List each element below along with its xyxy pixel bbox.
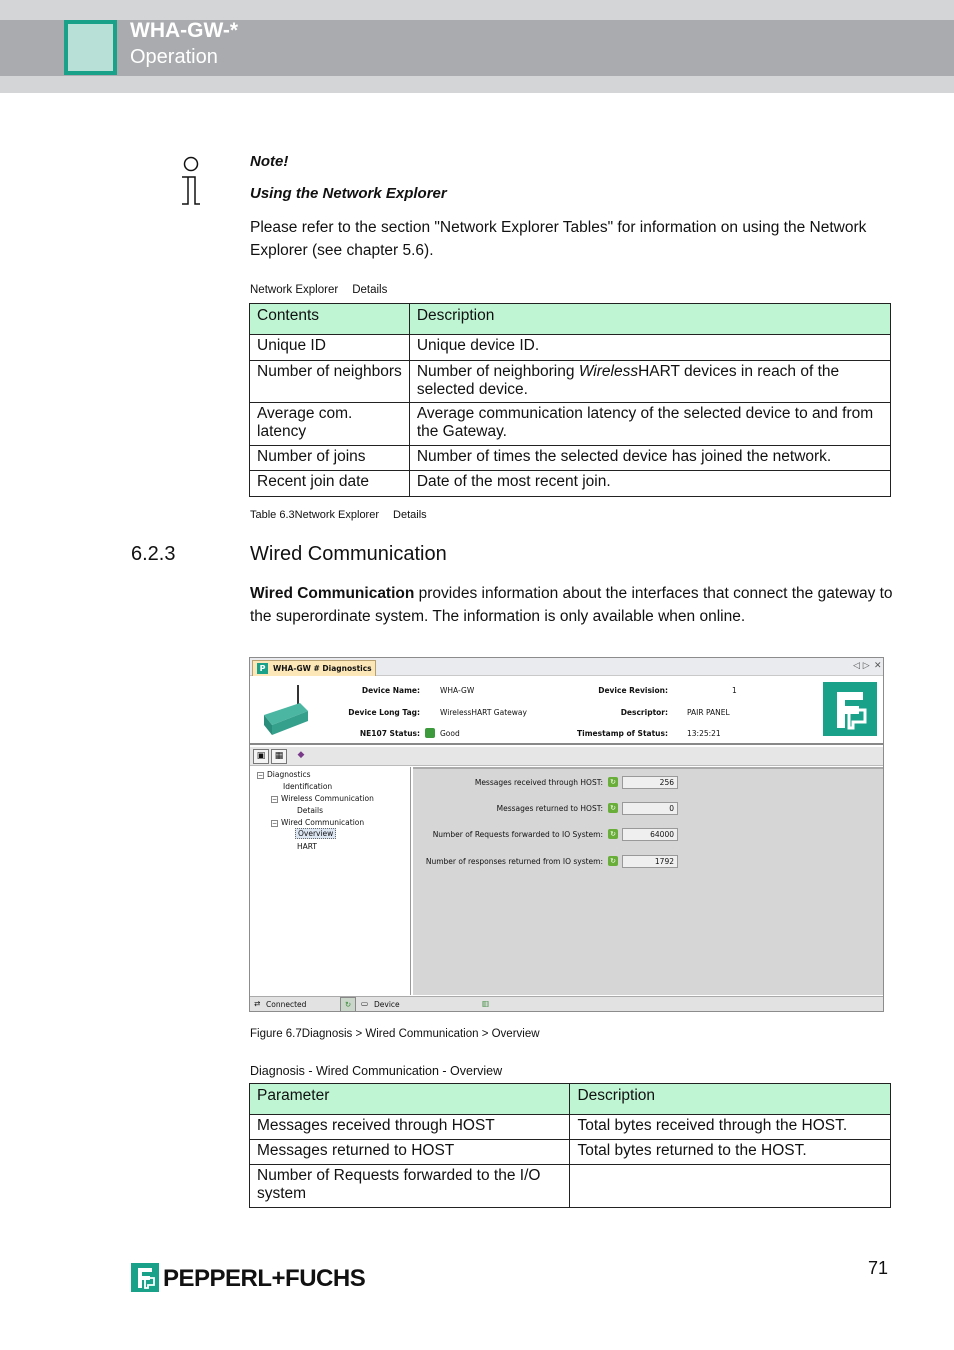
- section-body: provides information about the interfaces that connect the gateway to the superordinate system. The information is only available when online.: [250, 585, 893, 625]
- refresh-icon[interactable]: ↻: [608, 856, 618, 866]
- connected-icon: ⇄: [254, 999, 261, 1008]
- table-cell: Messages received through HOST: [250, 1115, 570, 1140]
- header-top-strip: [0, 0, 954, 20]
- table1-caption-b: Details: [352, 284, 388, 296]
- figure-caption: Figure 6.7Diagnosis > Wired Communication > Overview: [250, 1028, 540, 1040]
- table-row: [250, 335, 891, 361]
- field-label: Number of Requests forwarded to IO System:: [432, 830, 603, 839]
- table-cell: Average com. latency: [250, 403, 410, 446]
- layout-toggle-button[interactable]: ▣: [253, 749, 269, 764]
- collapse-icon[interactable]: −: [272, 819, 278, 827]
- gateway-device-icon: [260, 683, 310, 739]
- tab-diagnostics[interactable]: [252, 660, 376, 676]
- eraser-icon[interactable]: ◆: [297, 750, 305, 760]
- device-longtag-value: WirelessHART Gateway: [440, 708, 527, 717]
- device-name-label: Device Name:: [361, 686, 420, 695]
- table-cell: Recent join date: [250, 471, 410, 497]
- note-subtitle: Using the Network Explorer: [250, 185, 447, 202]
- status-good-icon: [425, 728, 435, 738]
- table-cell: Number of neighbors: [250, 361, 410, 403]
- table-cell: [570, 1165, 891, 1208]
- table-header-row: [250, 304, 891, 335]
- device-header: [250, 677, 883, 745]
- table-cell: [409, 361, 890, 403]
- collapse-icon[interactable]: −: [258, 771, 264, 779]
- note-title: Note!: [250, 153, 289, 170]
- table2-title: Diagnosis - Wired Communication - Overview: [250, 1064, 503, 1078]
- pepperl-fuchs-logo: [823, 682, 877, 736]
- page-number: 71: [868, 1258, 889, 1278]
- table-cell: Total bytes received through the HOST.: [570, 1115, 891, 1140]
- field-label: Messages returned to HOST:: [496, 804, 603, 813]
- section-lead: Wired Communication: [250, 585, 415, 602]
- field-value: 256: [622, 776, 678, 789]
- tree-label: Details: [297, 806, 324, 815]
- tree-item-hart[interactable]: [297, 842, 317, 851]
- field-value: 0: [622, 802, 678, 815]
- overview-panel: [413, 767, 884, 995]
- table1-caption: [250, 284, 387, 296]
- refresh-icon[interactable]: ↻: [608, 777, 618, 787]
- table-row: [250, 1115, 891, 1140]
- network-explorer-table: [249, 303, 891, 497]
- tree-label: Identification: [283, 782, 333, 791]
- header-bottom-strip: [0, 76, 954, 93]
- table-header-cell: Description: [409, 304, 890, 335]
- diagnostics-screenshot: [249, 657, 884, 1012]
- navigation-tree: [250, 767, 411, 995]
- tree-label: HART: [297, 842, 318, 851]
- table1-caption-a: Network Explorer: [250, 284, 339, 296]
- tree-label: Overview: [295, 828, 336, 839]
- status-bar: [250, 996, 883, 1012]
- table1-footer-b: Details: [393, 509, 427, 521]
- tree-item-overview[interactable]: [295, 829, 336, 838]
- field-value: 1792: [622, 855, 678, 868]
- doc-title: WHA-GW-*: [130, 19, 239, 42]
- table-header-cell: Parameter: [250, 1084, 570, 1115]
- tree-label: Wireless Communication: [281, 794, 374, 803]
- tree-item-identification[interactable]: [283, 782, 332, 791]
- table1-footer-a: Table 6.3Network Explorer: [250, 509, 380, 521]
- nav-arrows-icon[interactable]: ◁ ▷: [853, 661, 870, 671]
- section-text: [250, 582, 895, 628]
- table-row: [250, 1165, 891, 1208]
- table-cell: Date of the most recent join.: [409, 471, 890, 497]
- device-revision-value: 1: [732, 686, 737, 695]
- table1-footer: [250, 509, 427, 521]
- refresh-icon[interactable]: ↻: [608, 829, 618, 839]
- info-icon: [178, 156, 204, 208]
- collapse-icon[interactable]: −: [272, 795, 278, 803]
- pf-logo-icon: P: [257, 663, 268, 674]
- table-cell: Number of times the selected device has joined the network.: [409, 446, 890, 471]
- cell-text: Number of neighboring: [416, 363, 579, 380]
- table-row: [250, 471, 891, 497]
- status-device: Device: [374, 1000, 400, 1009]
- device-revision-label: Device Revision:: [598, 686, 668, 695]
- field-value: 64000: [622, 828, 678, 841]
- tree-item-wired-communication[interactable]: [271, 818, 364, 827]
- doc-subtitle: Operation: [130, 46, 218, 68]
- tab-bar: [250, 658, 883, 676]
- section-title: Wired Communication: [250, 543, 447, 565]
- note-text: Please refer to the section "Network Explorer Tables" for information on using the Network Explorer (see chapter 5.6).: [250, 219, 867, 259]
- device-name-value: WHA-GW: [440, 686, 475, 695]
- table-row: [250, 446, 891, 471]
- table-header-cell: Description: [570, 1084, 891, 1115]
- tree-item-wireless-communication[interactable]: [271, 794, 374, 803]
- table-header-row: [250, 1084, 891, 1115]
- table-header-cell: Contents: [250, 304, 410, 335]
- ne107-status-value: Good: [440, 729, 460, 738]
- table-cell: Total bytes returned to the HOST.: [570, 1140, 891, 1165]
- cell-text: HART devices in reach of the selected device.: [416, 363, 840, 398]
- ne107-status-label: NE107 Status:: [359, 729, 420, 738]
- descriptor-value: PAIR PANEL: [687, 708, 730, 717]
- status-connected: Connected: [266, 1000, 307, 1009]
- table-cell: Messages returned to HOST: [250, 1140, 570, 1165]
- header-logo-square: [64, 20, 117, 75]
- tree-item-diagnostics[interactable]: [257, 770, 311, 779]
- close-icon[interactable]: ✕: [874, 661, 882, 671]
- tree-item-details[interactable]: [297, 806, 323, 815]
- pepperl-fuchs-logo: [131, 1263, 159, 1292]
- device-icon: ▭: [361, 999, 369, 1008]
- table-cell: Number of Requests forwarded to the I/O system: [250, 1165, 570, 1208]
- table-cell: Unique device ID.: [409, 335, 890, 361]
- timestamp-label: Timestamp of Status:: [577, 729, 668, 738]
- refresh-icon[interactable]: ↻: [608, 803, 618, 813]
- table-cell: Unique ID: [250, 335, 410, 361]
- tree-label: Diagnostics: [267, 770, 311, 779]
- brand-name: PEPPERL+FUCHS: [163, 1265, 366, 1292]
- toolbar: [250, 747, 883, 766]
- table-cell: Average communication latency of the selected device to and from the Gateway.: [409, 403, 890, 446]
- table-row: [250, 1140, 891, 1165]
- timestamp-value: 13:25:21: [687, 729, 721, 738]
- field-label: Number of responses returned from IO system:: [425, 857, 603, 866]
- network-icon: ▥: [482, 999, 490, 1008]
- table-row: [250, 403, 891, 446]
- table-row: [250, 361, 891, 403]
- tree-label: Wired Communication: [281, 818, 365, 827]
- cell-italic-text: Wireless: [578, 363, 639, 380]
- device-longtag-label: Device Long Tag:: [348, 708, 420, 717]
- wired-communication-table: [249, 1083, 891, 1208]
- tab-label: WHA-GW # Diagnostics: [273, 664, 372, 673]
- field-label: Messages received through HOST:: [474, 778, 603, 787]
- section-number: 6.2.3: [131, 543, 176, 565]
- grid-view-button[interactable]: ▦: [271, 749, 287, 764]
- refresh-icon[interactable]: ↻: [340, 997, 356, 1012]
- descriptor-label: Descriptor:: [620, 708, 668, 717]
- table-cell: Number of joins: [250, 446, 410, 471]
